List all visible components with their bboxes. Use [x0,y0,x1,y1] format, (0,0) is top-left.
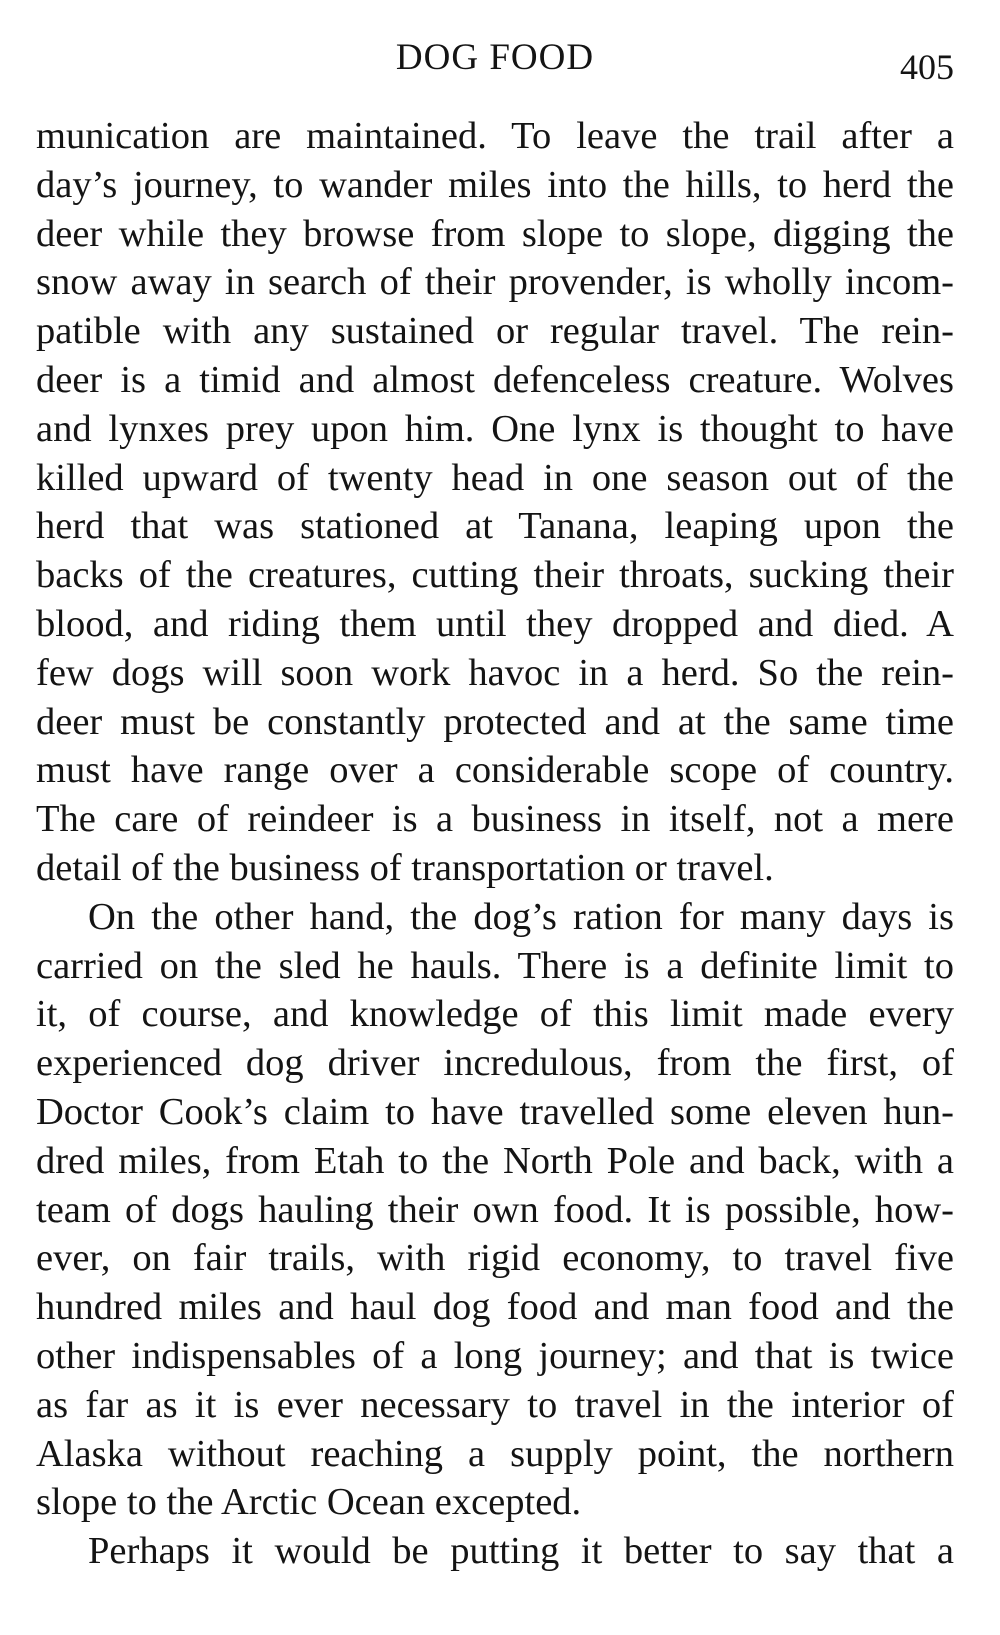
text-line: blood, and riding them until they dropped and died. A [36,602,954,645]
text-line: Doctor Cook’s claim to have travelled some eleven hun- [36,1090,954,1133]
text-line: herd that was stationed at Tanana, leaping upon the [36,505,954,548]
text-line: deer is a timid and almost defenceless creature. Wolves [36,358,954,401]
text-line: backs of the creatures, cutting their throats, sucking their [36,554,954,597]
text-line: Alaska without reaching a supply point, the northern [36,1432,954,1475]
text-line: deer must be constantly protected and at the same time [36,700,954,743]
text-line: The care of reindeer is a business in itself, not a mere [36,798,954,841]
page-number: 405 [900,47,954,87]
running-title: DOG FOOD [395,37,595,78]
text-line: snow away in search of their provender, is wholly incom- [36,261,954,304]
body-text [36,112,954,1576]
text-line: carried on the sled he hauls. There is a definite limit to [36,944,954,987]
text-line: as far as it is ever necessary to travel in the interior of [36,1383,954,1426]
text-line: On the other hand, the dog’s ration for many days is [88,895,954,938]
text-line: patible with any sustained or regular travel. The rein- [36,310,954,353]
text-line: other indispensables of a long journey; and that is twice [36,1334,954,1377]
text-line: hundred miles and haul dog food and man food and the [36,1286,954,1329]
text-line: dred miles, from Etah to the North Pole and back, with a [36,1139,954,1182]
text-line: and lynxes prey upon him. One lynx is thought to have [36,407,954,450]
text-line: Perhaps it would be putting it better to say that a [88,1530,954,1573]
text-line: experienced dog driver incredulous, from the first, of [36,1042,954,1085]
text-line: it, of course, and knowledge of this limit made every [36,993,954,1036]
text-line: team of dogs hauling their own food. It is possible, how- [36,1188,954,1231]
text-line: ever, on fair trails, with rigid economy, to travel five [36,1237,954,1280]
text-line: killed upward of twenty head in one season out of the [36,456,954,499]
text-line: slope to the Arctic Ocean excepted. [36,1481,582,1524]
text-line: must have range over a considerable scope of country. [36,749,954,792]
text-line: day’s journey, to wander miles into the hills, to herd the [36,163,954,206]
paragraph [36,112,954,893]
running-head [36,36,954,86]
text-line: detail of the business of transportation or travel. [36,846,774,889]
paragraph [36,893,954,1527]
paragraph [36,1527,954,1576]
text-line: deer while they browse from slope to slope, digging the [36,212,954,255]
text-line: munication are maintained. To leave the trail after a [36,115,954,157]
text-line: few dogs will soon work havoc in a herd. So the rein- [36,651,954,694]
